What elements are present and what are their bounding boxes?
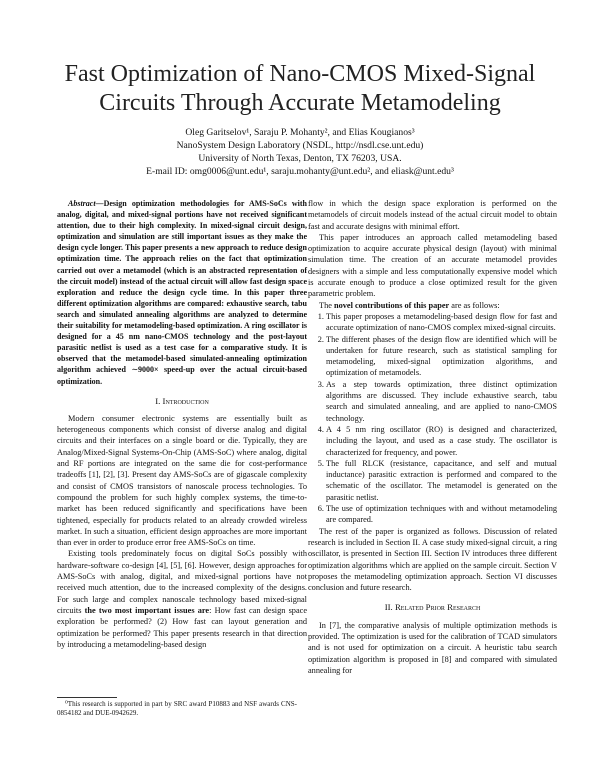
contributions-intro: [308, 300, 557, 311]
abstract-body: Design optimization methodologies for AMS-SoCs with analog, digital, and mixed-signal portions have not received significant attention, due to their high complexity. In mixed-signal circuit design, optimization and simulation are still important issues as they make the design cycle longer. This paper presents a new approach to reduce design optimization time. The approach relies on the fact that optimization carried out over a metamodel (which is an abstracted representation of the circuit model) instead of the actual circuit will allow fast design space exploration and reduce the design cycle time. In this paper three different optimization algorithms are compared: exhaustive search, tabu search and simulated annealing algorithms are analyzed to determine their suitability for metamodeling-based optimization. A ring oscillator is designed for a 45 nm nano-CMOS technology and the post-layout parasitic netlist is used as a test case for a comparative study. It is observed that the metamodel-based simulated-annealing optimization algorithm achieved ∼9000× speed-up over the actual circuit-based optimization.: [57, 199, 307, 386]
list-item: 2. The different phases of the design flow are identified which will be undertaken for future research, such as statistical sampling for metamodeling, mixed-signal optimization algorithms, and optimization of metamodels.: [326, 334, 557, 379]
email-line: E-mail ID: omg0006@unt.edu¹, saraju.mohanty@unt.edu², and eliask@unt.edu³: [146, 166, 454, 177]
right-column: [308, 198, 557, 676]
contributions-list: [308, 311, 557, 526]
intro-paragraph-2-bold: the two most important issues are: [84, 605, 210, 615]
section-1-heading: I. Introduction: [155, 395, 209, 406]
abstract-lead: Abstract—: [68, 199, 104, 208]
list-item: 6. The use of optimization techniques with and without metamodeling are compared.: [326, 503, 557, 526]
abstract: [57, 198, 307, 387]
list-item: 1. This paper proposes a metamodeling-based design flow for fast and accurate optimization of nano-CMOS complex mixed-signal circuits.: [326, 311, 557, 334]
footnote-rule: [57, 697, 117, 698]
footnote: [57, 700, 297, 718]
intro-paragraph-2: [57, 548, 307, 650]
right-paragraph-1: flow in which the design space exploration is performed on the metamodels of circuit models instead of the actual circuit model to obtain fast and accurate designs with minimal effort.: [308, 199, 557, 231]
contrib-bold: novel contributions of this paper: [333, 300, 450, 310]
title-line-1: Fast Optimization of Nano-CMOS Mixed-Signal: [64, 61, 536, 87]
intro-paragraph-2-b: : How fast can design space exploration be performed? (2) How fast can layout generation and optimization be performed? This paper presents research in that direction by introducing a metamodeling-based design: [57, 605, 308, 649]
intro-paragraph-2-a: Existing tools predominately focus on digital SoCs possibly with hardware-software co-design [4], [5], [6]. However, design approaches for AMS-SoCs with analog, digital, and mixed-signal portions have not received much attention, due to the increased complexity of the designs. For such large and complex nanoscale technology based mixed-signal circuits: [57, 549, 307, 615]
intro-paragraph-1: Modern consumer electronic systems are essentially built as heterogeneous components which consist of diverse analog and digital circuits and their interfaces on a single board or die. Typically, they are Analog/Mixed-Signal Systems-On-Chip (AMS-SoC) where analog, digital and RF portions are integrated on the same die for cost-performance tradeoffs [1], [2], [3]. Present day AMS-SoCs are of gigascale complexity and consist of CMOS transistors of nanoscale process technologies. To compound the problem for such highly complex systems, the time-to-market has been reduced significantly and specifications have been tightened, especially for products related to an already crowded wireless market. In such a situation, efficient design approaches are more important than ever in order to produce error free AMS-SoCs on time.: [57, 413, 307, 548]
list-item: 5. The full RLCK (resistance, capacitance, and self and mutual inductance) parasitic extraction is performed and compared to the schematic of the oscillator. The metamodel is generated on the parasitic netlist.: [326, 458, 557, 503]
paper-title: [40, 60, 560, 118]
author-block: [40, 126, 560, 178]
list-item: 4. A 4 5 nm ring oscillator (RO) is designed and characterized, including the layout, and used as a case study. The oscillator is characterized for frequency, and power.: [326, 424, 557, 458]
affiliation-line-2: University of North Texas, Denton, TX 76203, USA.: [198, 153, 402, 164]
contrib-pre: The: [319, 300, 334, 310]
title-line-2: Circuits Through Accurate Metamodeling: [99, 90, 501, 116]
left-column: [57, 198, 307, 650]
footnote-text: ⁰This research is supported in part by SRC award P10883 and NSF awards CNS-0854182 and DUE-0942629.: [57, 700, 297, 718]
contrib-post: are as follows:: [449, 300, 500, 310]
authors-line: Oleg Garitselov¹, Saraju P. Mohanty², and Elias Kougianos³: [185, 127, 415, 138]
section-2-heading: II. Related Prior Research: [384, 602, 481, 613]
right-paragraph-3: The rest of the paper is organized as follows. Discussion of related research is included in Section II. A case study mixed-signal circuit, a ring oscillator, is presented in Section III. Section IV introduces three different optimization algorithms which are applied on the sample circuit. Section V proposes the metamodeling optimization approach. Section VI discusses conclusion and future research.: [308, 526, 557, 593]
list-item: 3. As a step towards optimization, three distinct optimization algorithms are discussed. They include exhaustive search, tabu search and simulated annealing, and are applied to nano-CMOS technology.: [326, 379, 557, 424]
affiliation-line-1: NanoSystem Design Laboratory (NSDL, http://nsdl.cse.unt.edu): [176, 140, 424, 151]
right-paragraph-2: This paper introduces an approach called metamodeling based optimization to acquire accurate physical design (layout) with minimal simulation time. The creation of an accurate metamodel provides designers with a simple and less computationally expensive model which is accurate enough to produce a close optimized result for the given parametric problem.: [308, 232, 557, 299]
right-paragraph-4: In [7], the comparative analysis of multiple optimization methods is provided. The optimization is used for the calibration of TCAD simulators and is not used for optimization on a circuit. A heuristic tabu search optimization algorithm is proposed in [8] and compared with simulated annealing for: [308, 620, 557, 675]
